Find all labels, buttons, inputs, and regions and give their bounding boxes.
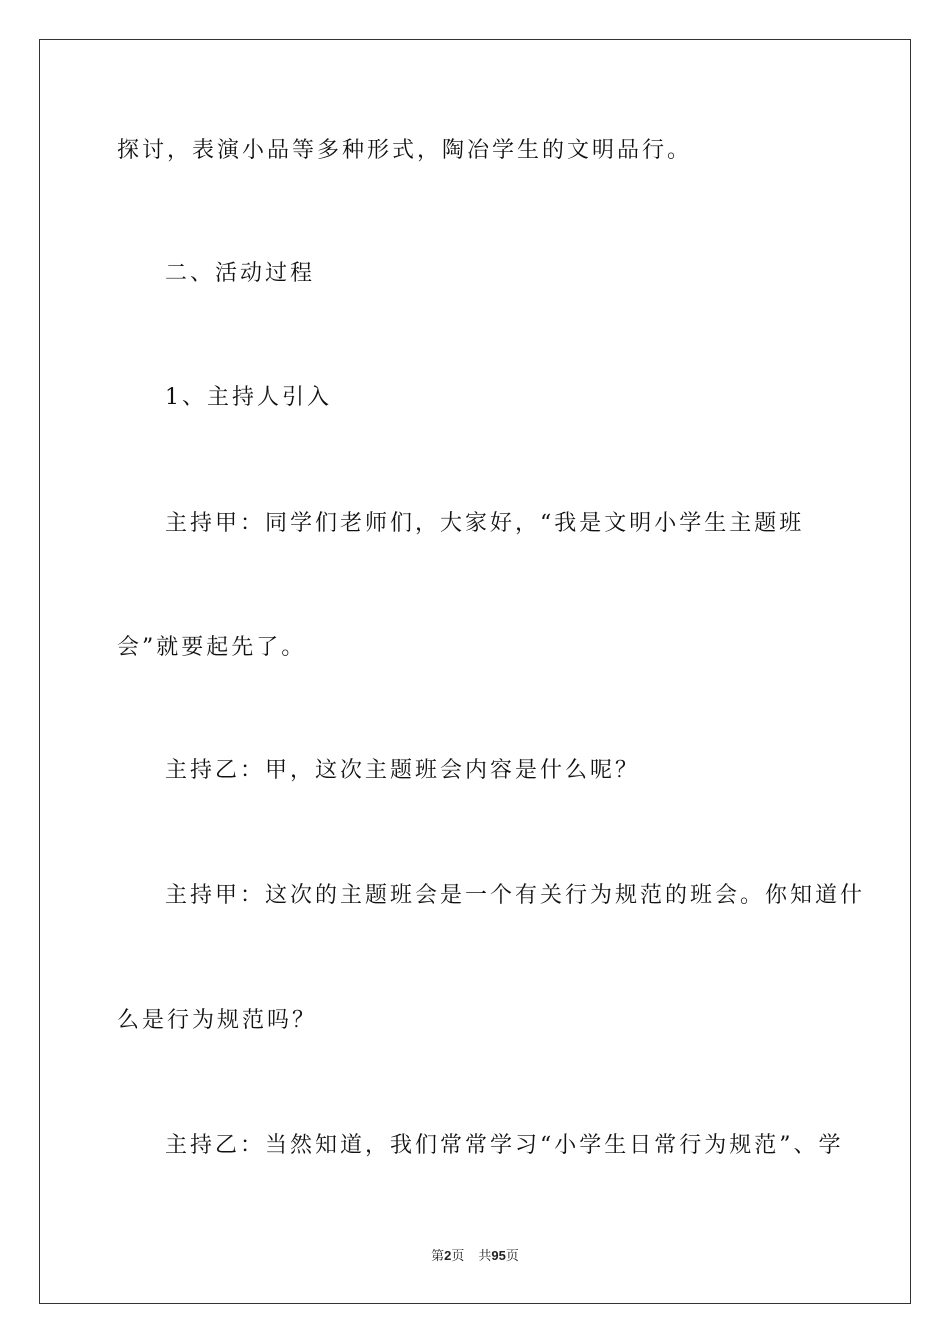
dialogue-host-b-1: 主持乙：甲，这次主题班会内容是什么呢？	[165, 758, 641, 783]
dialogue-host-a-1: 主持甲：同学们老师们，大家好，“我是文明小学生主题班	[165, 511, 805, 536]
dialogue-host-a-1-continued: 会”就要起先了。	[117, 635, 307, 660]
paragraph-line-1: 探讨，表演小品等多种形式，陶冶学生的文明品行。	[117, 138, 693, 163]
page-border	[39, 39, 911, 1304]
total-suffix: 页	[505, 1249, 519, 1264]
page-prefix: 第	[431, 1249, 445, 1264]
section-heading-activity-process: 二、活动过程	[165, 261, 316, 286]
total-prefix: 共	[478, 1249, 492, 1264]
page-footer	[0, 1247, 950, 1266]
page-number: 2	[444, 1248, 452, 1263]
total-pages: 95	[491, 1248, 506, 1263]
dialogue-host-a-2-continued: 么是行为规范吗？	[117, 1008, 318, 1033]
dialogue-host-b-2: 主持乙：当然知道，我们常常学习“小学生日常行为规范”、学	[165, 1133, 844, 1158]
page-suffix: 页	[451, 1249, 465, 1264]
subheading-host-introduction: 1、主持人引入	[165, 385, 332, 410]
dialogue-host-a-2: 主持甲：这次的主题班会是一个有关行为规范的班会。你知道什	[165, 883, 866, 908]
